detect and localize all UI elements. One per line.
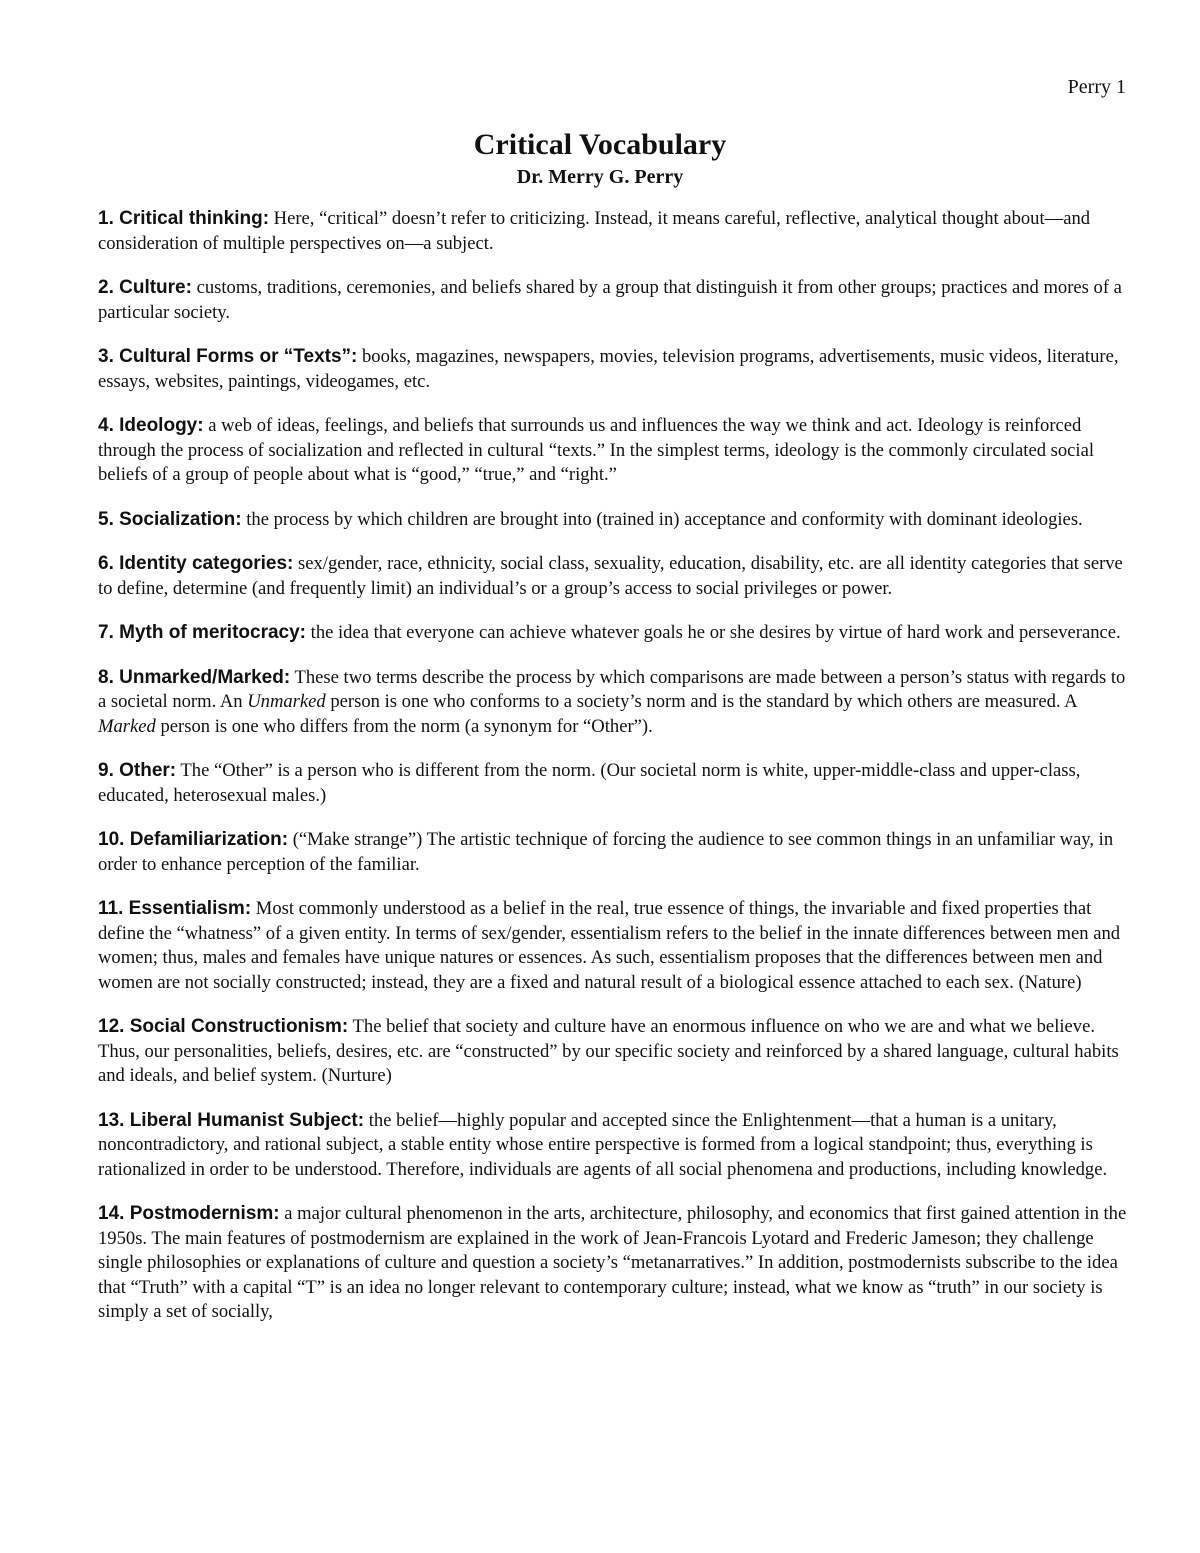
document-author: Dr. Merry G. Perry [516, 166, 684, 188]
vocab-term: 6. Identity categories: [98, 553, 294, 574]
vocab-entry-unmarked-marked [98, 666, 1130, 740]
vocab-definition: a major cultural phenomenon in the arts, architecture, philosophy, and economics that first gained attention in the 1950s. The main features of postmodernism are explained in the work of Jean-Francois Lyotard and Frederic Jameson; they challenge single philosophies or explanations of culture and question a society’s “metanarratives.” In addition, postmodernists subscribe to the idea that “Truth” with a capital “T” is an idea no longer relevant to contemporary culture; instead, what we know as “truth” in our society is simply a set of socially, [98, 1203, 1127, 1322]
vocab-entry-identity-categories [98, 552, 1130, 601]
vocab-definition: (“Make strange”) The artistic technique of forcing the audience to see common things in an unfamiliar way, in order to enhance perception of the familiar. [98, 829, 1114, 875]
vocab-term: 1. Critical thinking: [98, 208, 270, 229]
vocab-definition: sex/gender, race, ethnicity, social class, sexuality, education, disability, etc. are all identity categories that serve to define, determine (and frequently limit) an individual’s or a group’s access to social privileges or power. [98, 553, 1123, 599]
vocab-term: 10. Defamiliarization: [98, 829, 289, 850]
vocabulary-list [98, 207, 1130, 1345]
vocab-definition-part: person is one who conforms to a society’s norm and is the standard by which others are measured. A [325, 691, 1077, 712]
vocab-definition: The belief that society and culture have an enormous influence on who we are and what we believe. Thus, our personalities, beliefs, desires, etc. are “constructed” by our specific society and reinforced by a shared language, cultural habits and ideals, and belief system. (Nurture) [98, 1016, 1119, 1086]
vocab-definition: customs, traditions, ceremonies, and beliefs shared by a group that distinguish it from other groups; practices and mores of a particular society. [98, 277, 1122, 323]
vocab-entry-defamiliarization [98, 828, 1130, 877]
vocab-entry-liberal-humanist-subject [98, 1109, 1130, 1183]
vocab-entry-cultural-forms [98, 345, 1130, 394]
vocab-entry-other [98, 759, 1130, 808]
vocab-definition: the belief—highly popular and accepted since the Enlightenment—that a human is a unitary, noncontradictory, and rational subject, a stable entity whose entire perspective is formed from a logical standpoint; thus, everything is rationalized in order to be understood. Therefore, individuals are agents of all social phenomena and productions, including knowledge. [98, 1109, 1108, 1180]
vocab-term: 4. Ideology: [98, 415, 204, 436]
vocab-emphasis-marked: Marked [98, 715, 156, 737]
document-title: Critical Vocabulary [473, 128, 727, 161]
vocab-entry-myth-of-meritocracy [98, 621, 1130, 646]
vocab-term: 2. Culture: [98, 277, 192, 298]
vocab-definition: Here, “critical” doesn’t refer to criticizing. Instead, it means careful, reflective, analytical thought about—and consideration of multiple perspectives on—a subject. [98, 208, 1091, 254]
vocab-definition: the idea that everyone can achieve whatever goals he or she desires by virtue of hard work and perseverance. [306, 622, 1121, 643]
vocab-entry-culture [98, 276, 1130, 325]
vocab-term: 9. Other: [98, 760, 177, 781]
vocab-definition: Most commonly understood as a belief in the real, true essence of things, the invariable and fixed properties that define the “whatness” of a given entity. In terms of sex/gender, essentialism refers to the belief in the innate differences between men and women; thus, males and females have unique natures or essences. As such, essentialism proposes that the differences between men and women are not socially constructed; instead, they are a fixed and natural result of a biological essence attached to each sex. (Nature) [98, 898, 1121, 993]
vocab-term: 12. Social Constructionism: [98, 1016, 349, 1037]
vocab-term: 13. Liberal Humanist Subject: [98, 1109, 365, 1131]
vocab-entry-socialization [98, 508, 1130, 533]
vocab-definition: a web of ideas, feelings, and beliefs that surrounds us and influences the way we think and act. Ideology is reinforced through the process of socialization and reflected in cultural “texts.” In the simplest terms, ideology is the commonly circulated social beliefs of a group of people about what is “good,” “true,” and “right.” [98, 415, 1095, 485]
vocab-term: 8. Unmarked/Marked: [98, 666, 291, 688]
vocab-entry-essentialism [98, 897, 1130, 995]
vocab-definition: books, magazines, newspapers, movies, television programs, advertisements, music videos, literature, essays, websites, paintings, videogames, etc. [98, 346, 1119, 392]
vocab-definition-part: person is one who differs from the norm (a synonym for “Other”). [155, 715, 653, 737]
vocab-entry-critical-thinking [98, 207, 1130, 256]
vocab-term: 14. Postmodernism: [98, 1203, 280, 1224]
vocab-entry-ideology [98, 414, 1130, 488]
page-header-label: Perry 1 [1067, 76, 1126, 98]
vocab-entry-postmodernism [98, 1202, 1130, 1325]
vocab-emphasis-unmarked: Unmarked [247, 691, 326, 712]
vocab-term: 11. Essentialism: [98, 898, 252, 919]
vocab-term: 3. Cultural Forms or “Texts”: [98, 346, 358, 367]
vocab-entry-social-constructionism [98, 1015, 1130, 1089]
vocab-definition-part: These two terms describe the process by which comparisons are made between a person’s status with regards to a societal norm. An [98, 666, 1126, 712]
vocab-definition: the process by which children are brought into (trained in) acceptance and conformity with dominant ideologies. [241, 508, 1083, 530]
vocab-definition: The “Other” is a person who is different from the norm. (Our societal norm is white, upper-middle-class and upper-class, educated, heterosexual males.) [98, 760, 1081, 806]
vocab-term: 7. Myth of meritocracy: [98, 622, 306, 643]
vocab-term: 5. Socialization: [98, 508, 242, 530]
